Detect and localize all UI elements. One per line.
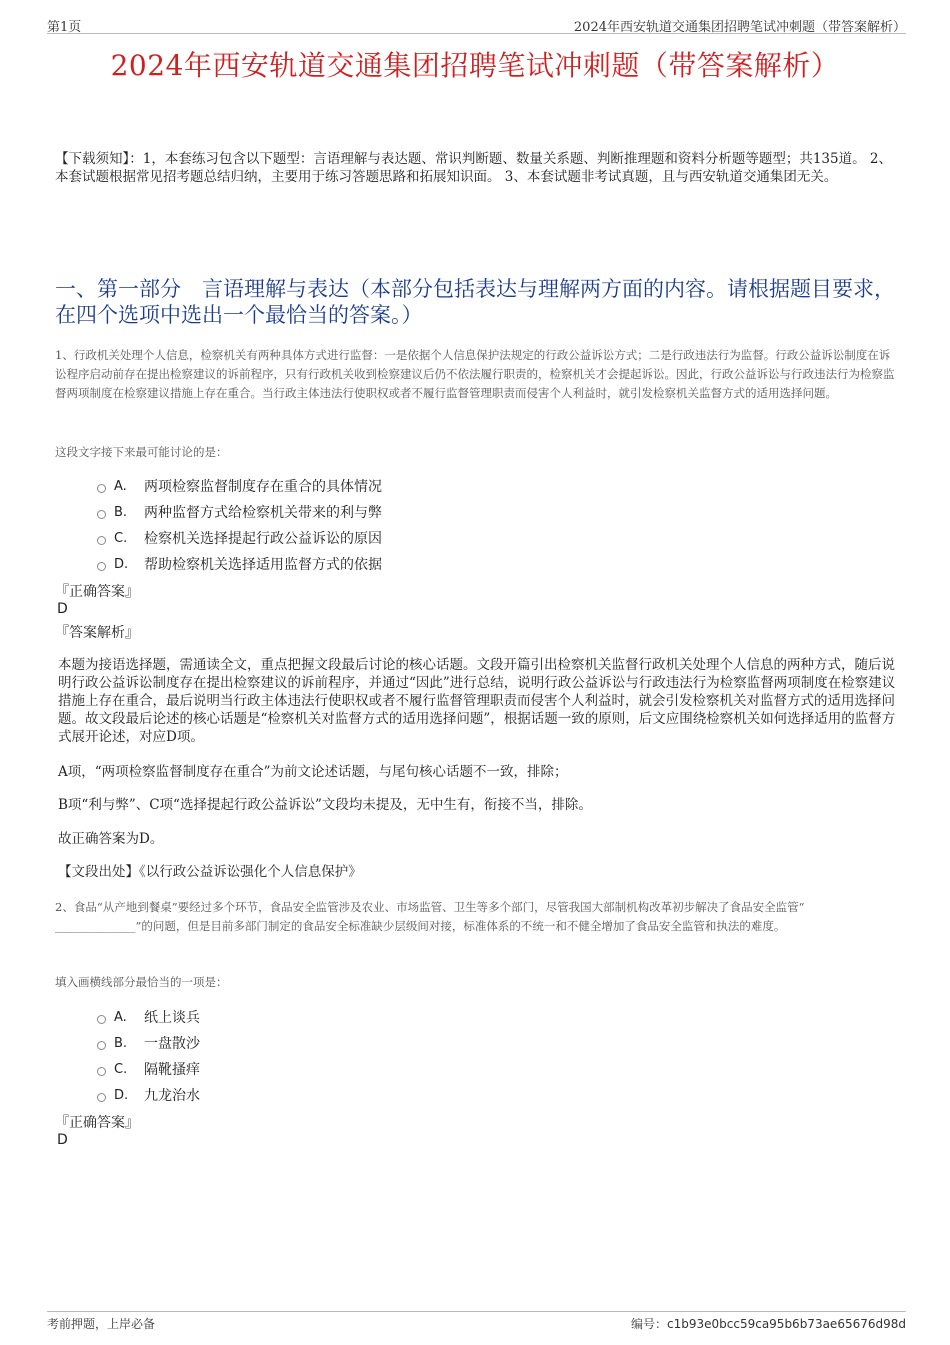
question-2-option-c[interactable]: [97, 1059, 200, 1079]
option-letter: C.: [114, 530, 128, 546]
option-text: 两项检察监督制度存在重合的具体情况: [144, 479, 382, 495]
radio-icon[interactable]: [97, 1041, 106, 1050]
question-1-prompt: 这段文字接下来最可能讨论的是：: [55, 445, 228, 459]
question-1-analysis: 本题为接语选择题，需通读全文，重点把握文段最后讨论的核心话题。文段开篇引出检察机关监督行政机关处理个人信息的两种方式，随后说明行政公益诉讼制度存在提出检察建议的诉前程序，并通过“因此”进行总结，说明行政公益诉讼与行政违法行为检察监督两项制度在检察建议措施上存在重合，最后说明当行政主体违法行使职权或者不履行监督管理职责而侵害个人利益时，就会引发检察机关对监督方式的适用选择问题。故文段最后论述的核心话题是“检察机关对监督方式的适用选择问题”，根据话题一致的原则，后文应围绕检察机关如何选择适用的监督方式展开论述，对应D项。: [58, 657, 896, 745]
question-2-option-a[interactable]: [97, 1007, 200, 1027]
question-1-stem: 1、行政机关处理个人信息，检察机关有两种具体方式进行监督：一是依据个人信息保护法规定的行政公益诉讼方式；二是行政违法行为监督。行政公益诉讼制度在诉讼程序启动前存在提出检察建议的诉前程序，只有行政机关收到检察建议后仍不依法履行职责的，检察机关才会提起诉讼。因此，行政公益诉讼与行政违法行为检察监督两项制度在检察建议措施上存在重合。当行政主体违法行使职权或者不履行监督管理职责而侵害个人利益时，就引发检察机关监督方式的适用选择问题。: [55, 348, 895, 400]
footer-slogan: 考前押题，上岸必备: [47, 1317, 156, 1331]
option-letter: D.: [114, 1087, 129, 1103]
question-1-option-b[interactable]: [97, 502, 382, 522]
option-letter: D.: [114, 556, 129, 572]
question-1-option-a[interactable]: [97, 476, 382, 496]
option-letter: C.: [114, 1061, 128, 1077]
radio-icon[interactable]: [97, 536, 106, 545]
radio-icon[interactable]: [97, 510, 106, 519]
question-2-answer-label: 『正确答案』: [55, 1115, 139, 1131]
question-1-conclusion: 故正确答案为D。: [58, 831, 164, 847]
option-letter: B.: [114, 504, 128, 520]
header-doc-title: 2024年西安轨道交通集团招聘笔试冲刺题（带答案解析）: [573, 20, 906, 35]
page-number: 第1页: [47, 20, 82, 35]
question-2-option-b[interactable]: [97, 1033, 200, 1053]
question-1-analysis-bc: B项“利与弊”、C项“选择提起行政公益诉讼”文段均未提及，无中生有，衔接不当，排除。: [58, 797, 592, 813]
radio-icon[interactable]: [97, 484, 106, 493]
option-letter: A.: [114, 1009, 127, 1025]
option-letter: B.: [114, 1035, 128, 1051]
option-text: 检察机关选择提起行政公益诉讼的原因: [144, 531, 382, 547]
question-1-analysis-label: 『答案解析』: [55, 625, 139, 641]
footer-code-value: c1b93e0bcc59ca95b6b73ae65676d98d: [667, 1317, 906, 1331]
option-text: 九龙治水: [144, 1088, 200, 1104]
question-1-answer-label: 『正确答案』: [55, 584, 139, 600]
question-1-option-d[interactable]: [97, 554, 382, 574]
radio-icon[interactable]: [97, 1093, 106, 1102]
radio-icon[interactable]: [97, 1015, 106, 1024]
page-title: 2024年西安轨道交通集团招聘笔试冲刺题（带答案解析）: [110, 49, 840, 82]
question-2-answer: D: [57, 1132, 68, 1148]
question-1-answer: D: [57, 601, 68, 617]
footer-divider: [47, 1311, 906, 1312]
question-1-option-c[interactable]: [97, 528, 382, 548]
question-1-source: 【文段出处】《以行政公益诉讼强化个人信息保护》: [58, 864, 362, 880]
question-2-stem: 2、食品“从产地到餐桌”要经过多个环节，食品安全监管涉及农业、市场监管、卫生等多个部门，尽管我国大部制机构改革初步解决了食品安全监管“ ______________”的问题，但是目前多部门制定的食品安全标准缺少层级间对接，标准体系的不统一和不健全增加了食品安全监管和执法的难度。: [55, 900, 805, 933]
option-text: 一盘散沙: [144, 1036, 200, 1052]
option-text: 两种监督方式给检察机关带来的利与弊: [144, 505, 382, 521]
question-1-analysis-a: A项，“两项检察监督制度存在重合”为前文论述话题，与尾句核心话题不一致，排除；: [58, 764, 568, 780]
footer-code-label: 编号：: [630, 1317, 667, 1331]
header-divider: [47, 33, 906, 34]
radio-icon[interactable]: [97, 562, 106, 571]
footer-code: [631, 1315, 906, 1332]
option-text: 纸上谈兵: [144, 1010, 200, 1026]
section-title: 一、第一部分 言语理解与表达（本部分包括表达与理解两方面的内容。请根据题目要求，在四个选项中选出一个最恰当的答案。）: [55, 277, 895, 327]
radio-icon[interactable]: [97, 1067, 106, 1076]
option-text: 隔靴搔痒: [144, 1062, 200, 1078]
option-letter: A.: [114, 478, 127, 494]
download-notice: 【下载须知】：1，本套练习包含以下题型：言语理解与表达题、常识判断题、数量关系题、判断推理题和资料分析题等题型；共135道。 2、本套试题根据常见招考题总结归纳，主要用于练习答题思路和拓展知识面。 3、本套试题非考试真题，且与西安轨道交通集团无关。: [55, 151, 892, 185]
question-2-prompt: 填入画横线部分最恰当的一项是：: [55, 975, 228, 989]
option-text: 帮助检察机关选择适用监督方式的依据: [144, 557, 382, 573]
question-2-option-d[interactable]: [97, 1085, 200, 1105]
